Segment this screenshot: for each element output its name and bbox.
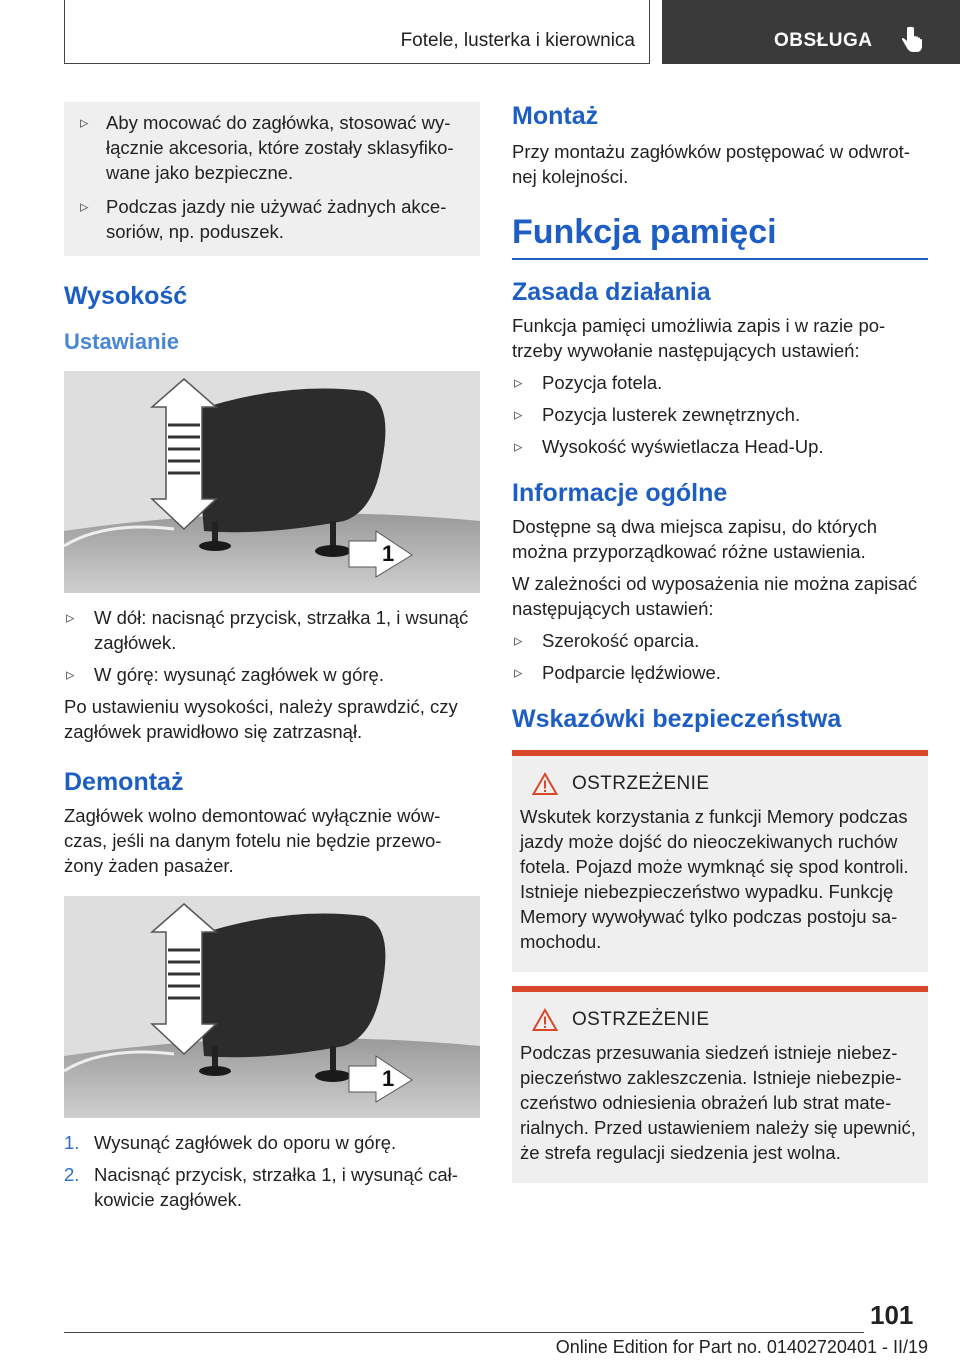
headrest-illustration [64,371,480,593]
headrest-figure-2 [64,896,480,1118]
height-heading: Wysokość [64,282,188,310]
removal-heading: Demontaż [64,768,184,796]
list-item: ▹ Aby mocować do zagłówka, stosować wy-łącznie akcesoria, które zostały sklasyfiko-wane jako bezpieczne. [78,110,466,185]
warning-triangle-icon [532,772,558,796]
page-number: 101 [870,1300,914,1330]
headrest-figure-1 [64,371,480,593]
list-item: ▹ Podparcie lędźwiowe. [512,660,928,685]
footer-edition: Online Edition for Part no. 01402720401 - II/19 [555,1337,928,1357]
principle-list [512,370,928,459]
list-item [64,1162,480,1212]
principle-text: Funkcja pamięci umożliwia zapis i w razie po-trzeby wywołanie następujących ustawień: [512,315,886,361]
general-heading: Informacje ogólne [512,479,728,507]
step-number: 1. [64,1132,80,1153]
right-column [512,102,928,1183]
removal-text: Zagłówek wolno demontować wyłącznie wów-czas, jeśli na danym fotelu nie będzie przewo-żony żaden pasażer. [64,805,442,876]
list-item: ▹ Pozycja fotela. [512,370,928,395]
warning-text: Wskutek korzystania z funkcji Memory podczas jazdy może dojść do nieoczekiwanych ruchów fotela. Pojazd może wymknąć się spod kontroli. Istnieje niebezpieczeństwo wypadku. Funkcję Memory wywoływać tylko podczas postoju sa-mochodu. [520,806,909,952]
memory-heading: Funkcja pamięci [512,213,928,260]
step-number: 2. [64,1164,80,1185]
section-tab-label: OBSŁUGA [774,30,873,51]
warning-box-1 [512,750,928,972]
list-item [64,1130,480,1155]
warning-title: OSTRZEŻENIE [572,773,710,794]
warning-text: Podczas przesuwania siedzeń istnieje niebez-pieczeństwo zakleszczenia. Istnieje niebezpie-czeństwo odniesienia obrażeń lub strat mate-rialnych. Przed ustawieniem należy się upewnić, że strefa regulacji siedzenia jest wolna. [520,1042,916,1163]
list-item: ▹ Wysokość wyświetlacza Head-Up. [512,434,928,459]
hand-pointer-icon [898,26,924,54]
list-item: ▹ Szerokość oparcia. [512,628,928,653]
step-text: Wysunąć zagłówek do oporu w górę. [94,1132,397,1153]
section-tab [662,0,960,64]
general-text-2: W zależności od wyposażenia nie można zapisać następujących ustawień: [512,573,918,619]
header-frame [64,0,650,64]
note-box [64,102,480,256]
figure-callout-1: 1 [382,541,395,566]
list-item: ▹ Pozycja lusterek zewnętrznych. [512,402,928,427]
general-text-1: Dostępne są dwa miejsca zapisu, do których można przyporządkować różne ustawienia. [512,516,878,562]
general-list [512,628,928,685]
warning-triangle-icon [532,1008,558,1032]
list-item: ▹ Podczas jazdy nie używać żadnych akce-soriów, np. poduszek. [78,194,466,244]
warning-box-2 [512,986,928,1183]
list-item: ▹ W górę: wysunąć zagłówek w górę. [64,662,480,687]
note-list [78,110,466,244]
left-column [64,102,480,1219]
adjust-list [64,605,480,687]
headrest-illustration [64,896,480,1118]
mount-heading: Montaż [512,102,599,130]
adjust-heading: Ustawianie [64,329,179,354]
step-text: Nacisnąć przycisk, strzałka 1, i wysunąć cał-kowicie zagłówek. [94,1164,458,1210]
list-item: ▹ W dół: nacisnąć przycisk, strzałka 1, i wsunąć zagłówek. [64,605,480,655]
footer-divider [64,1332,864,1333]
mount-text: Przy montażu zagłówków postępować w odwrot-nej kolejności. [512,141,910,187]
adjust-note: Po ustawieniu wysokości, należy sprawdzić, czy zagłówek prawidłowo się zatrzasnął. [64,696,458,742]
chapter-title: Fotele, lusterka i kierownica [400,30,635,51]
removal-steps [64,1130,480,1212]
safety-heading: Wskazówki bezpieczeństwa [512,705,842,733]
principle-heading: Zasada działania [512,278,711,306]
figure-callout-1: 1 [382,1066,395,1091]
warning-title: OSTRZEŻENIE [572,1009,710,1030]
